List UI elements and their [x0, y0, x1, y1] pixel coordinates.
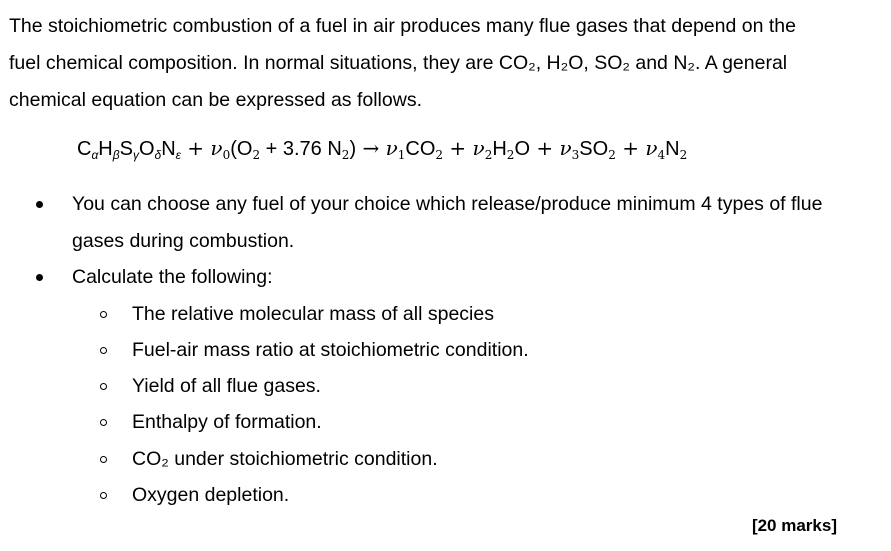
intro-line-2: fuel chemical composition. In normal situations, they are CO₂, H₂O, SO₂ and N₂. A general — [9, 52, 788, 74]
product-so2: $\nu_3SO_2$ — [559, 136, 616, 162]
bullet-text: You can choose any fuel of your choice which release/produce minimum 4 types of flue — [72, 193, 823, 215]
plus-sign: + — [622, 136, 639, 160]
combustion-equation — [77, 136, 687, 161]
circle-bullet-icon — [100, 311, 107, 318]
circle-bullet-icon — [100, 383, 107, 390]
product-co2: $\nu_1CO_2$ — [385, 136, 444, 162]
sub-item-text: Fuel-air mass ratio at stoichiometric condition. — [132, 339, 529, 361]
bullet-text: gases during combustion. — [72, 230, 295, 252]
sub-item-text: CO₂ under stoichiometric condition. — [132, 448, 438, 470]
circle-bullet-icon — [100, 492, 107, 499]
sub-item-text: Enthalpy of formation. — [132, 411, 322, 433]
bullet-text: Calculate the following: — [72, 266, 273, 288]
circle-bullet-icon — [100, 347, 107, 354]
sub-item-text: Oxygen depletion. — [132, 484, 290, 506]
product-h2o: $\nu_2H_2O$ — [472, 136, 530, 162]
plus-sign: + — [536, 136, 554, 160]
marks-label: [20 marks] — [751, 516, 837, 535]
bullet-dot-icon — [36, 201, 43, 208]
sub-item-text: Yield of all flue gases. — [132, 375, 321, 397]
bullet-dot-icon — [36, 274, 43, 281]
circle-bullet-icon — [100, 419, 107, 426]
intro-line-1: The stoichiometric combustion of a fuel in air produces many flue gases that depend on the — [9, 15, 796, 37]
intro-paragraph — [9, 8, 869, 119]
circle-bullet-icon — [100, 456, 107, 463]
fuel-formula: $C_\alpha H_\beta S_\gamma O_\delta N_\varepsilon$ — [77, 138, 181, 162]
reaction-arrow: → — [362, 136, 380, 160]
plus-sign: + — [449, 136, 467, 160]
product-n2: $\nu_4N_2$ — [645, 136, 688, 162]
plus-sign: + — [187, 136, 205, 160]
sub-item-text: The relative molecular mass of all species — [132, 303, 494, 325]
intro-line-3: chemical equation can be expressed as follows. — [9, 89, 422, 111]
air-term: $\nu_0(O_2 + 3.76$ $N_2$) — [210, 136, 357, 162]
